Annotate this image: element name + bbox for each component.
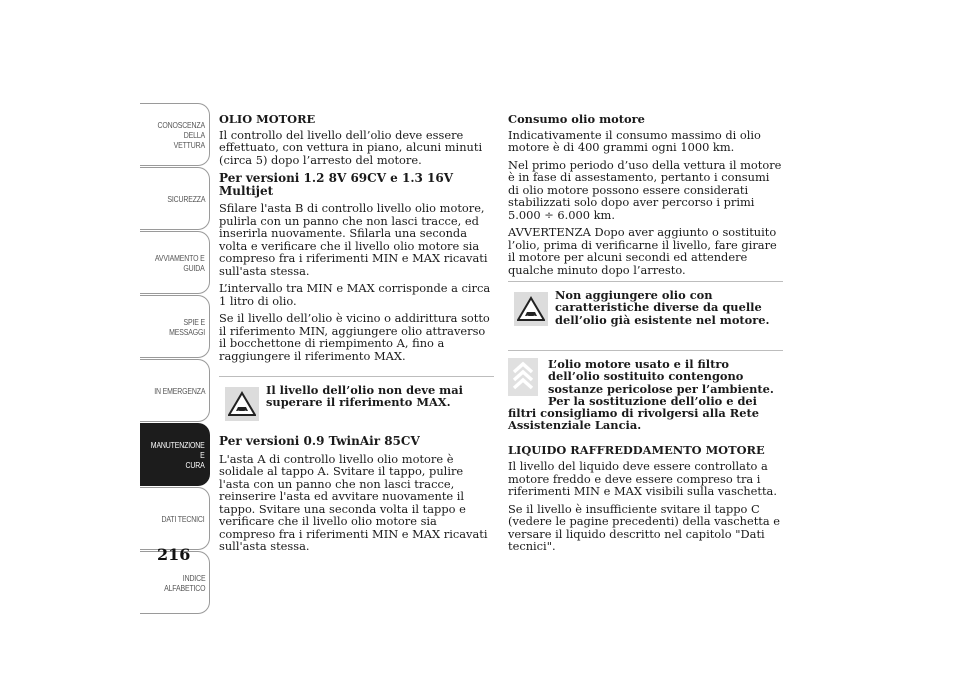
car-warning-icon [225, 387, 259, 421]
paragraph: Sfilare l'asta B di controllo livello olio motore, pulirla con un panno che non lasci tracce, ed inserirla nuovamente. Sfilarla una seconda volta e verificare che il livello olio motore sia compreso fra i riferimenti MIN e MAX ricavati sull'asta stessa. [219, 201, 488, 278]
environment-note-box [508, 350, 783, 432]
tab-label: DATI TECNICI [161, 513, 205, 524]
tab-sicurezza[interactable] [140, 167, 210, 230]
section-title-olio-motore: OLIO MOTORE [219, 112, 316, 126]
environment-note-text: L’olio motore usato e il filtro dell’olio sostituito contengono sostanze pericolose per l’ambiente. Per la sostituzione dell’olio e dei filtri consigliamo di rivolgersi alla Rete Assistenziale Lancia. [508, 357, 774, 433]
section-title-liquido: LIQUIDO RAFFREDDAMENTO MOTORE [508, 442, 765, 457]
tab-label: INDICE ALFABETICO [163, 572, 205, 593]
paragraph: L’intervallo tra MIN e MAX corrisponde a circa 1 litro di olio. [219, 281, 491, 308]
paragraph: Se il livello dell’olio è vicino o addirittura sotto il riferimento MIN, aggiungere olio attraverso il bocchettone di riempimento A, fino a raggiungere il riferimento MAX. [219, 311, 490, 363]
tab-conoscenza[interactable] [140, 103, 210, 166]
warning-text: Non aggiungere olio con caratteristiche diverse da quelle dell’olio già esistente nel motore. [555, 288, 770, 327]
paragraph: AVVERTENZA Dopo aver aggiunto o sostituito l’olio, prima di verificarne il livello, fare girare il motore per alcuni secondi ed attendere qualche minuto dopo l’arresto. [508, 225, 777, 277]
tab-label: SICUREZZA [166, 193, 205, 204]
tab-avviamento[interactable] [140, 231, 210, 294]
environment-recycle-icon [508, 358, 538, 396]
paragraph: Nel primo periodo d’uso della vettura il motore è in fase di assestamento, pertanto i consumi di olio motore possono essere considerati stabilizzati solo dopo aver percorso i primi 5.000 ÷ 6.000 km. [508, 157, 782, 222]
tab-label: SPIE E MESSAGGI [169, 316, 205, 337]
page-number: 216 [157, 545, 191, 564]
car-warning-icon [514, 292, 548, 326]
paragraph: Se il livello è insufficiente svitare il tappo C (vedere le pagine precedenti) della vaschetta e versare il liquido descritto nel capitolo "Dati tecnici". [508, 501, 780, 554]
subheading-versions-2: Per versioni 0.9 TwinAir 85CV [219, 434, 420, 448]
tab-label: MANUTENZIONE E CURA [151, 439, 205, 470]
paragraph: Indicativamente il consumo massimo di olio motore è di 400 grammi ogni 1000 km. [508, 127, 761, 154]
tab-label: CONOSCENZA DELLA VETTURA [157, 119, 205, 150]
subheading-versions-1: Per versioni 1.2 8V 69CV e 1.3 16V Multijet [219, 171, 454, 198]
tab-label: IN EMERGENZA [153, 385, 205, 396]
tab-spie[interactable] [140, 295, 210, 358]
warning-text: Il livello dell’olio non deve mai superare il riferimento MAX. [266, 383, 463, 410]
tab-label: AVVIAMENTO E GUIDA [155, 252, 205, 273]
tab-emergenza[interactable] [140, 359, 210, 422]
paragraph: L'asta A di controllo livello olio motore è solidale al tappo A. Svitare il tappo, pulire l'asta con un panno che non lasci tracce, reinserire l'asta ed avvitare nuovamente il tappo. Svitare una seconda volta il tappo e verificare che il livello olio motore sia compreso fra i riferimenti MIN e MAX ricavati sull'asta stessa. [219, 451, 488, 553]
tab-dati-tecnici[interactable] [140, 487, 210, 550]
paragraph: Il controllo del livello dell’olio deve essere effettuato, con vettura in piano, alcuni minuti (circa 5) dopo l’arresto del motore. [219, 127, 483, 167]
warning-box [508, 281, 783, 326]
warning-box [219, 376, 494, 427]
tab-manutenzione[interactable] [140, 423, 210, 486]
right-column [508, 113, 783, 558]
section-title-consumo: Consumo olio motore [508, 112, 645, 126]
paragraph: Il livello del liquido deve essere controllato a motore freddo e deve essere compreso tra i riferimenti MIN e MAX visibili sulla vaschetta. [508, 459, 777, 499]
left-column [219, 113, 494, 558]
